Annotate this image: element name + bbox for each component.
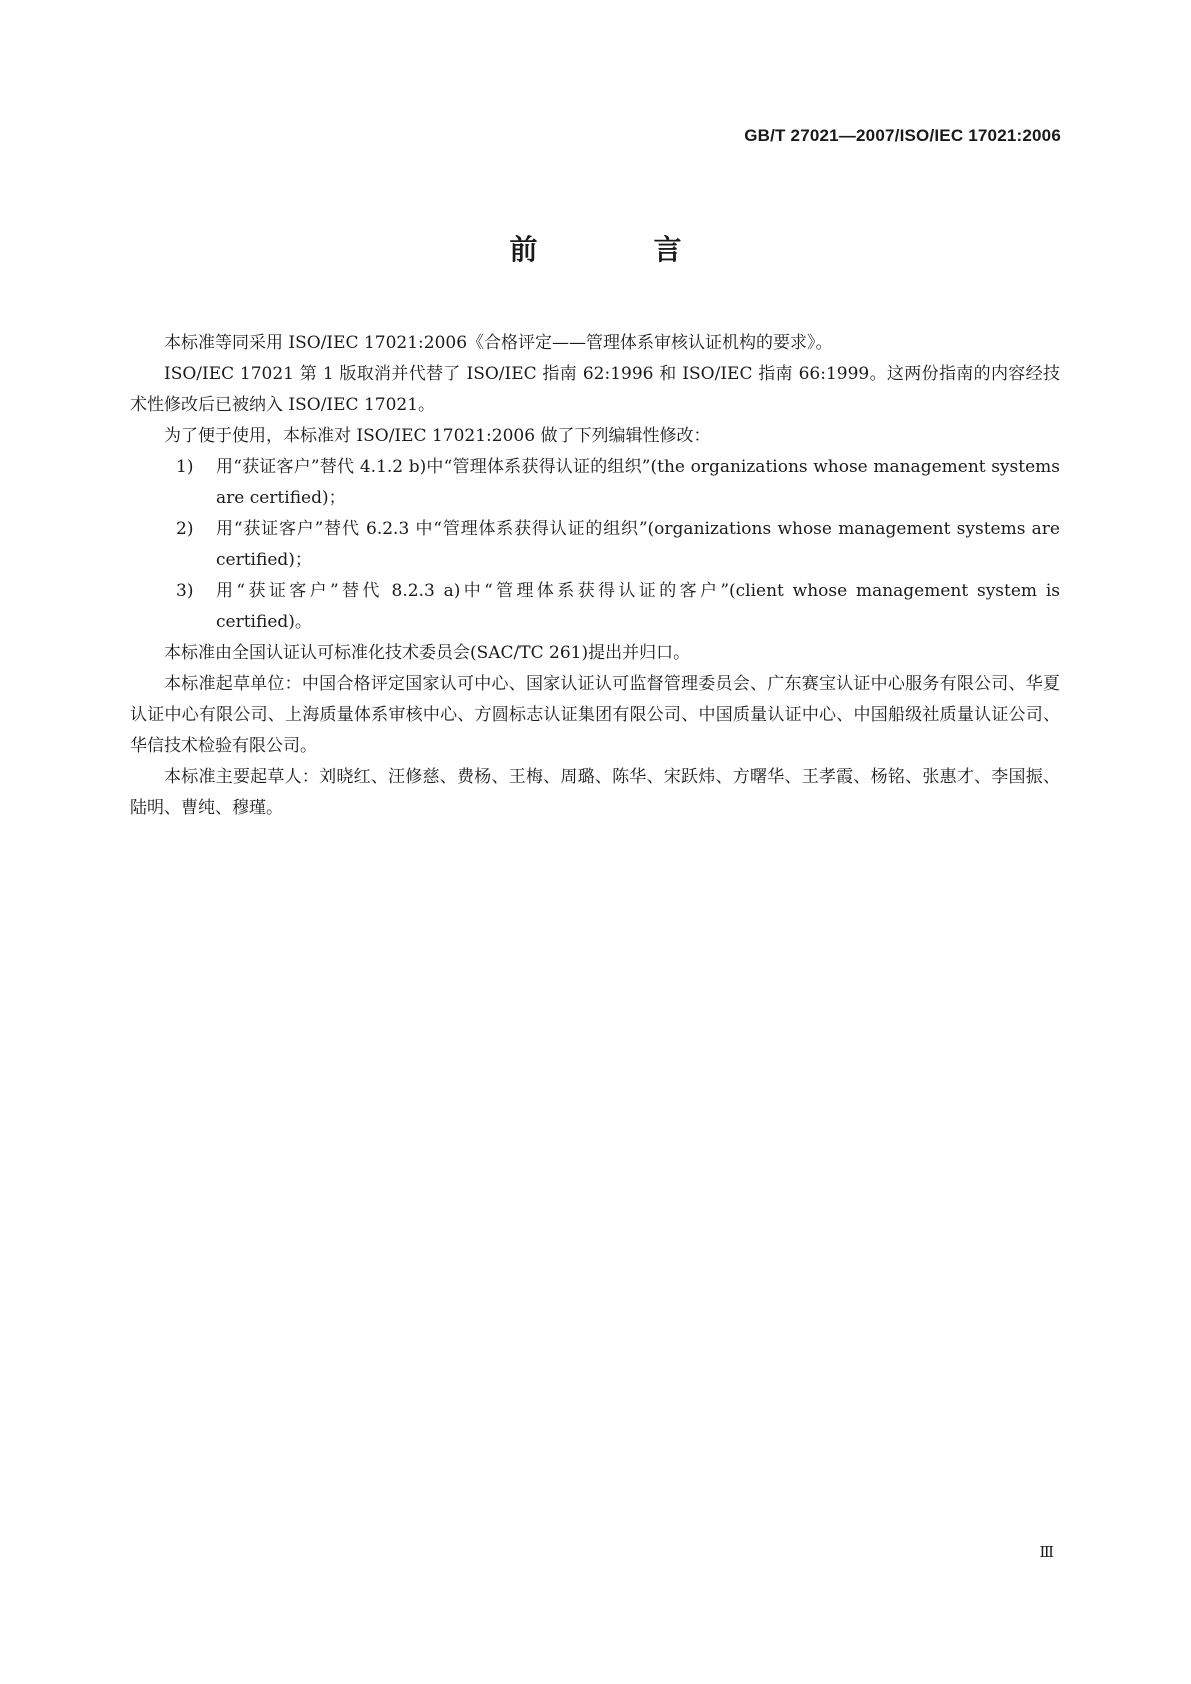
modification-number: 2) [176, 519, 194, 539]
paragraph-proposer: 本标准由全国认证认可标准化技术委员会(SAC/TC 261)提出并归口。 [164, 643, 691, 663]
paragraph-modifications-intro: 为了便于使用，本标准对 ISO/IEC 17021:2006 做了下列编辑性修改： [164, 426, 711, 446]
modification-item [130, 514, 1060, 576]
page-number: Ⅲ [1039, 1543, 1053, 1561]
paragraph-adoption: 本标准等同采用 ISO/IEC 17021:2006《合格评定——管理体系审核认证机构的要求》。 [164, 333, 833, 353]
modification-text: 用“获证客户”替代 4.1.2 b)中“管理体系获得认证的组织”(the organizations whose management systems are certified)； [216, 457, 1060, 508]
standard-code: GB/T 27021—2007/ISO/IEC 17021:2006 [744, 126, 1061, 145]
modification-text: 用“获证客户”替代 8.2.3 a)中“管理体系获得认证的客户”(client whose management system is certified)。 [216, 581, 1060, 632]
paragraph-drafting-units: 本标准起草单位：中国合格评定国家认可中心、国家认证认可监督管理委员会、广东赛宝认证中心服务有限公司、华夏认证中心有限公司、上海质量体系审核中心、方圆标志认证集团有限公司、中国质量认证中心、中国船级社质量认证公司、华信技术检验有限公司。 [130, 674, 1060, 756]
paragraph-replacement: ISO/IEC 17021 第 1 版取消并代替了 ISO/IEC 指南 62:1996 和 ISO/IEC 指南 66:1999。这两份指南的内容经技术性修改后已被纳入 ISO/IEC 17021。 [130, 364, 1060, 415]
paragraph-drafters: 本标准主要起草人：刘晓红、汪修慈、费杨、王梅、周璐、陈华、宋跃炜、方曙华、王孝霞、杨铭、张惠才、李国振、陆明、曹纯、穆瑾。 [130, 767, 1060, 818]
modification-item [130, 452, 1060, 514]
modification-number: 1) [176, 457, 194, 477]
page-title: 前 言 [509, 233, 726, 266]
modification-number: 3) [176, 581, 194, 601]
modification-text: 用“获证客户”替代 6.2.3 中“管理体系获得认证的组织”(organizations whose management systems are certified)； [216, 519, 1060, 570]
modification-item [130, 576, 1060, 638]
foreword-body [130, 328, 1060, 824]
